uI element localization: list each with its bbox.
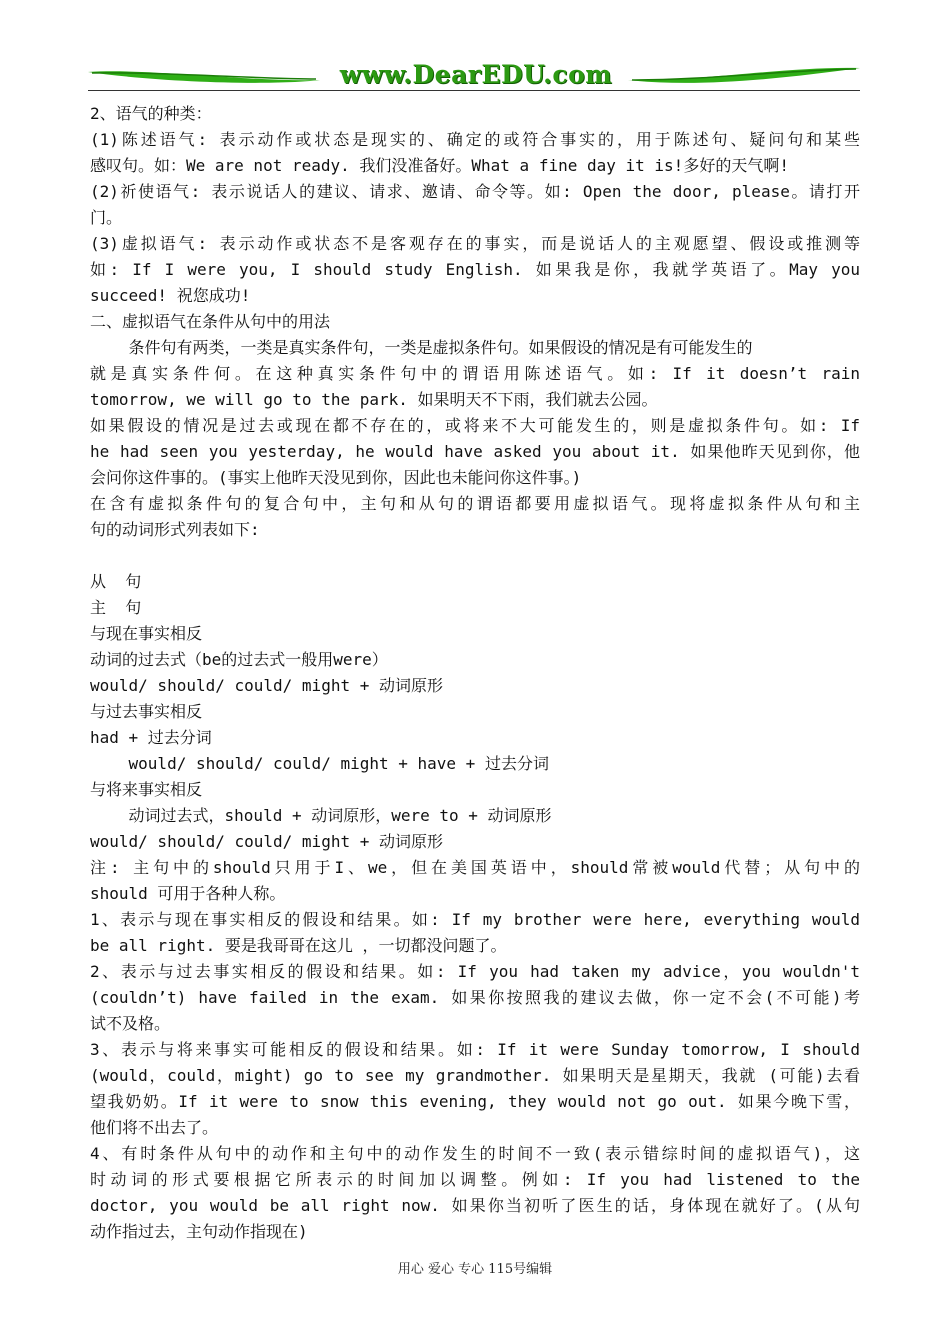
text-line: 从 句 xyxy=(90,572,142,591)
text-line: 动词的过去式（be的过去式一般用were） xyxy=(90,650,388,669)
text-line: 与现在事实相反 xyxy=(90,624,203,643)
text-line: 门。 xyxy=(90,208,123,227)
text-line: 注: 主句中的should只用于I、we，但在美国英语中，should常被would代替；从句中的 xyxy=(90,858,860,877)
text-line: would/ should/ could/ might + 动词原形 xyxy=(90,676,443,695)
text-line: (couldn’t) have failed in the exam. 如果你按照我的建议去做，你一定不会(不可能)考 xyxy=(90,988,860,1007)
text-line: 会问你这件事的。(事实上他昨天没见到你，因此也未能问你这件事。) xyxy=(90,468,582,487)
text-line: 就是真实条件何。在这种真实条件句中的谓语用陈述语气。如: If it doesn’t rain xyxy=(90,364,860,383)
text-line: 动词过去式，should + 动词原形，were to + 动词原形 xyxy=(90,806,552,825)
text-line: 与将来事实相反 xyxy=(90,780,203,799)
text-line: 在含有虚拟条件句的复合句中，主句和从句的谓语都要用虚拟语气。现将虚拟条件从句和主 xyxy=(90,494,860,513)
page-footer: 用心 爱心 专心 115号编辑 xyxy=(397,1262,553,1277)
site-logo[interactable]: www.DearEDU.com xyxy=(339,60,613,89)
text-line: 试不及格。 xyxy=(90,1014,171,1033)
header-divider xyxy=(88,90,860,91)
text-line: he had seen you yesterday, he would have asked you about it. 如果他昨天见到你，他 xyxy=(90,442,860,461)
text-line: doctor, you would be all right now. 如果你当初听了医生的话，身体现在就好了。(从句 xyxy=(90,1196,860,1215)
text-line: 望我奶奶。If it were to snow this evening, they would not go out. 如果今晚下雪， xyxy=(90,1092,860,1111)
text-line: 如: If I were you, I should study English. 如果我是你，我就学英语了。May you xyxy=(90,260,860,279)
text-line: 感叹句。如：We are not ready. 我们没准备好。What a fine day it is!多好的天气啊! xyxy=(90,156,789,175)
text-line: 3、表示与将来事实可能相反的假设和结果。如: If it were Sunday tomorrow, I should xyxy=(90,1040,860,1059)
text-line xyxy=(90,543,860,569)
text-line: succeed! 祝您成功! xyxy=(90,286,251,305)
text-line: (1)陈述语气: 表示动作或状态是现实的、确定的或符合事实的，用于陈述句、疑问句和某些 xyxy=(90,130,860,149)
text-line: 条件句有两类，一类是真实条件句，一类是虚拟条件句。如果假设的情况是有可能发生的 xyxy=(90,338,753,357)
text-line: 主 句 xyxy=(90,598,142,617)
text-line: 如果假设的情况是过去或现在都不存在的，或将来不大可能发生的，则是虚拟条件句。如: If xyxy=(90,416,860,435)
text-line: 4、有时条件从句中的动作和主句中的动作发生的时间不一致(表示错综时间的虚拟语气)，这 xyxy=(90,1144,860,1163)
text-line: had + 过去分词 xyxy=(90,728,212,747)
text-line: 动作指过去，主句动作指现在) xyxy=(90,1222,308,1241)
text-line: (3)虚拟语气: 表示动作或状态不是客观存在的事实，而是说话人的主观愿望、假设或推测等 xyxy=(90,234,860,253)
site-header xyxy=(88,58,860,96)
text-line: 2、语气的种类： xyxy=(90,104,212,123)
text-line: 2、表示与过去事实相反的假设和结果。如: If you had taken my advice，you wouldn't xyxy=(90,962,860,981)
text-line: 时动词的形式要根据它所表示的时间加以调整。例如: If you had listened to the xyxy=(90,1170,860,1189)
text-line: 1、表示与现在事实相反的假设和结果。如: If my brother were here, everything would xyxy=(90,910,860,929)
text-line: would/ should/ could/ might + 动词原形 xyxy=(90,832,443,851)
text-line: would/ should/ could/ might + have + 过去分词 xyxy=(90,754,549,773)
text-line: 二、虚拟语气在条件从句中的用法 xyxy=(90,312,331,331)
text-line: tomorrow, we will go to the park. 如果明天不下雨，我们就去公园。 xyxy=(90,390,658,409)
text-line: 句的动词形式列表如下: xyxy=(90,520,260,539)
text-line: 与过去事实相反 xyxy=(90,702,203,721)
document-body xyxy=(90,101,860,1245)
text-line: (2)祈使语气: 表示说话人的建议、请求、邀请、命令等。如: Open the door, please。请打开 xyxy=(90,182,860,201)
text-line: (would，could，might) go to see my grandmother. 如果明天是星期天，我就 (可能)去看 xyxy=(90,1066,860,1085)
text-line: should 可用于各种人称。 xyxy=(90,884,286,903)
text-line: be all right. 要是我哥哥在这儿 ，一切都没问题了。 xyxy=(90,936,507,955)
text-line: 他们将不出去了。 xyxy=(90,1118,219,1137)
